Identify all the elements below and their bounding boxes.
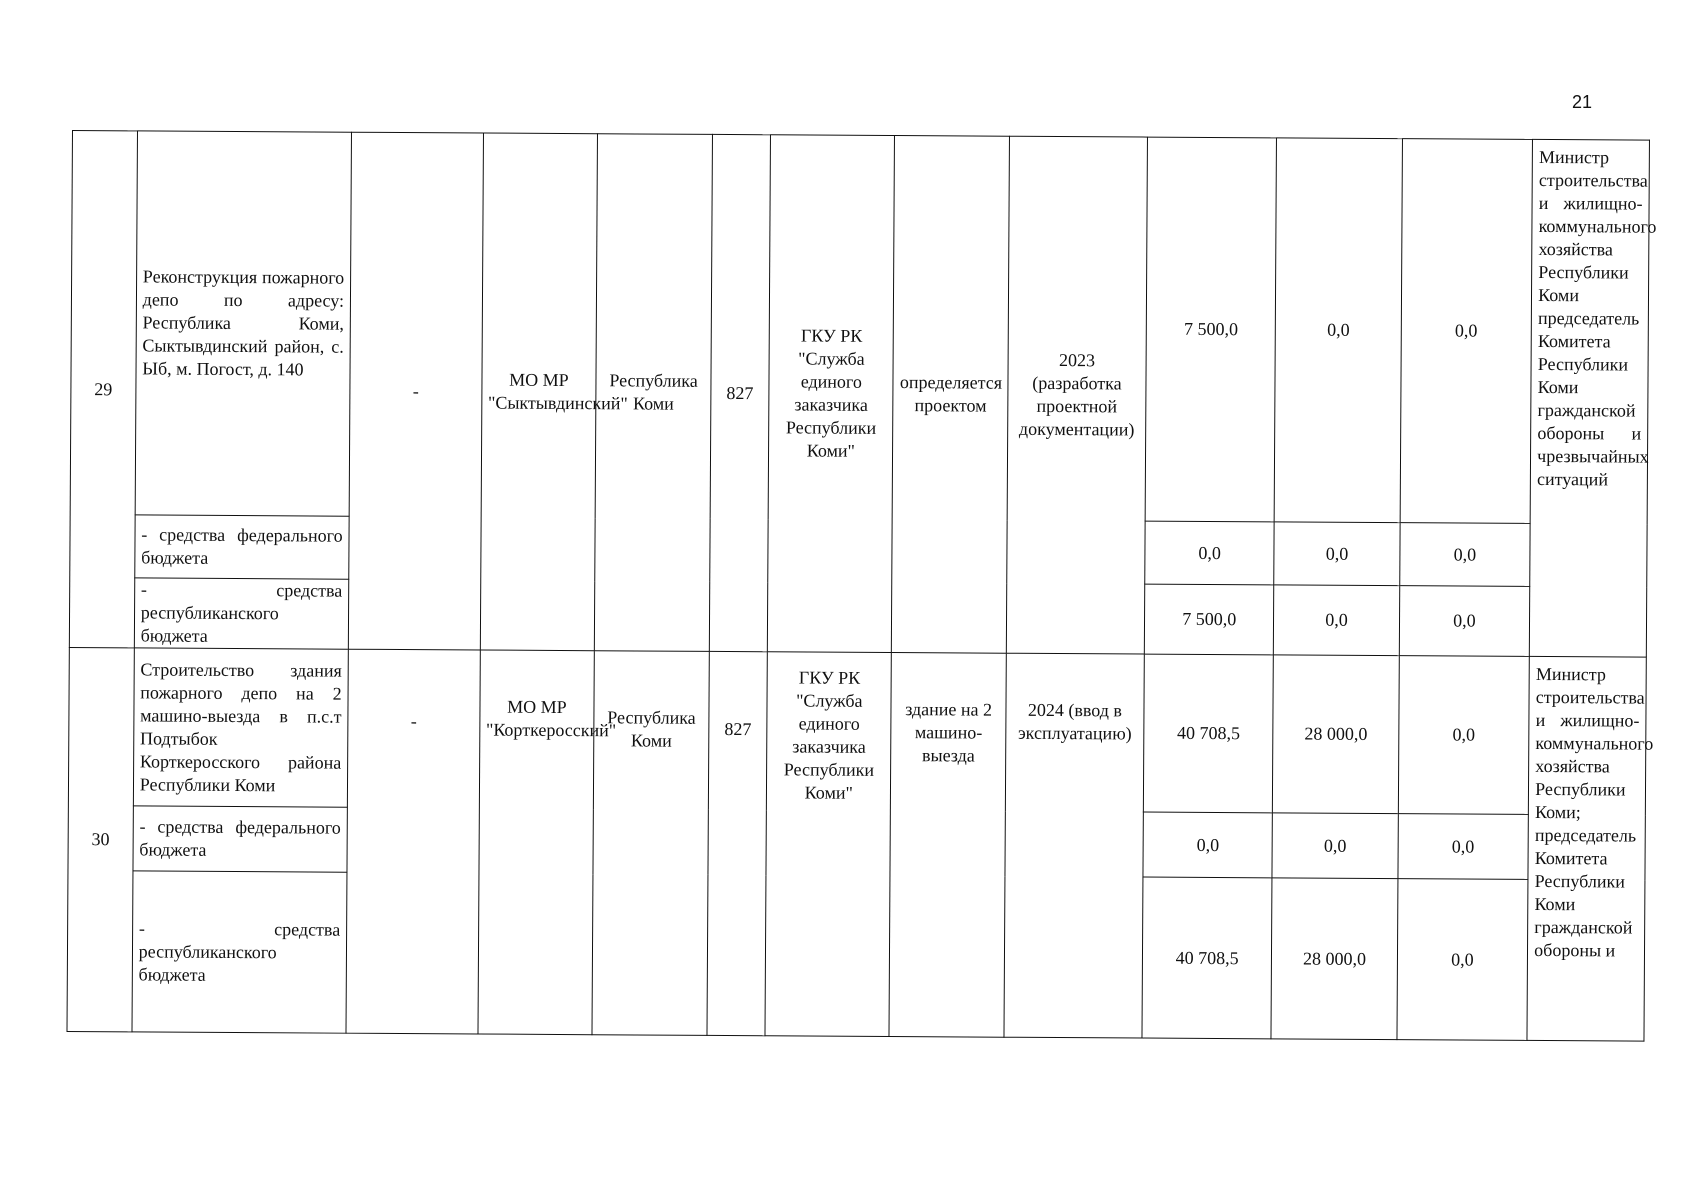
federal-budget-label: - средства федерального бюджета <box>134 515 349 579</box>
total-value-1: 40 708,5 <box>1143 654 1273 813</box>
customer: ГКУ РК "Служба единого заказчика Республики Коми" <box>765 652 891 1037</box>
republic-value-3: 0,0 <box>1397 879 1529 1041</box>
total-value-3: 0,0 <box>1398 656 1529 815</box>
capacity: определяется проектом <box>892 136 1010 654</box>
federal-value-3: 0,0 <box>1398 814 1529 880</box>
document-sheet <box>66 130 1657 1057</box>
region: Республика Коми <box>592 651 709 1036</box>
municipality: МО МР "Корткеросский" <box>478 650 595 1035</box>
row-number: 30 <box>67 647 134 1031</box>
customer: ГКУ РК "Служба единого заказчика Республики Коми" <box>768 135 895 653</box>
grbs-code: 827 <box>709 134 771 651</box>
responsible: Министр строительства и жилищно-коммунального хозяйства Республики Коми председатель Комитета Республики Коми гражданской обороны и чрезвычайных ситуаций <box>1529 139 1649 657</box>
table-row <box>68 647 1646 815</box>
object-name: Реконструкция пожарного депо по адресу: Республика Коми, Сыктывдинский район, с. Ыб, м. Погост, д. 140 <box>135 131 352 516</box>
object-code: - <box>348 132 483 650</box>
total-value-2: 28 000,0 <box>1273 655 1399 814</box>
republic-budget-label: - средства республиканского бюджета <box>132 871 347 1033</box>
page-number: 21 <box>1572 92 1593 112</box>
total-value-3: 0,0 <box>1400 139 1533 524</box>
total-value-2: 0,0 <box>1275 138 1403 523</box>
federal-value-1: 0,0 <box>1145 521 1275 585</box>
grbs-code: 827 <box>707 651 768 1035</box>
region: Республика Коми <box>595 134 713 652</box>
federal-budget-label: - средства федерального бюджета <box>133 806 348 872</box>
object-code: - <box>346 649 480 1034</box>
row-number: 29 <box>69 131 137 648</box>
table-row <box>70 131 1649 525</box>
period: 2024 (ввод в эксплуатацию) <box>1004 653 1144 1038</box>
republic-value-3: 0,0 <box>1399 586 1530 657</box>
republic-value-1: 7 500,0 <box>1144 584 1274 655</box>
responsible: Министр строительства и жилищно-коммунального хозяйства Республики Коми; председатель Комитета Республики Коми гражданской обороны и <box>1527 656 1646 1041</box>
federal-value-2: 0,0 <box>1274 522 1400 586</box>
republic-value-2: 0,0 <box>1274 585 1400 656</box>
republic-value-2: 28 000,0 <box>1271 878 1397 1040</box>
republic-value-1: 40 708,5 <box>1142 877 1272 1039</box>
investment-table <box>66 130 1657 1042</box>
total-value-1: 7 500,0 <box>1145 137 1277 522</box>
federal-value-3: 0,0 <box>1399 523 1530 587</box>
period: 2023 (разработка проектной документации) <box>1006 136 1147 654</box>
republic-budget-label: - средства республиканского бюджета <box>134 578 349 649</box>
capacity: здание на 2 машино-выезда <box>889 653 1006 1038</box>
object-name: Строительство здания пожарного депо на 2 машино-выезда в п.с.т Подтыбок Корткеросского района Республики Коми <box>133 648 348 807</box>
municipality: МО МР "Сыктывдинский" <box>480 133 598 651</box>
federal-value-1: 0,0 <box>1143 812 1273 878</box>
federal-value-2: 0,0 <box>1272 813 1398 879</box>
